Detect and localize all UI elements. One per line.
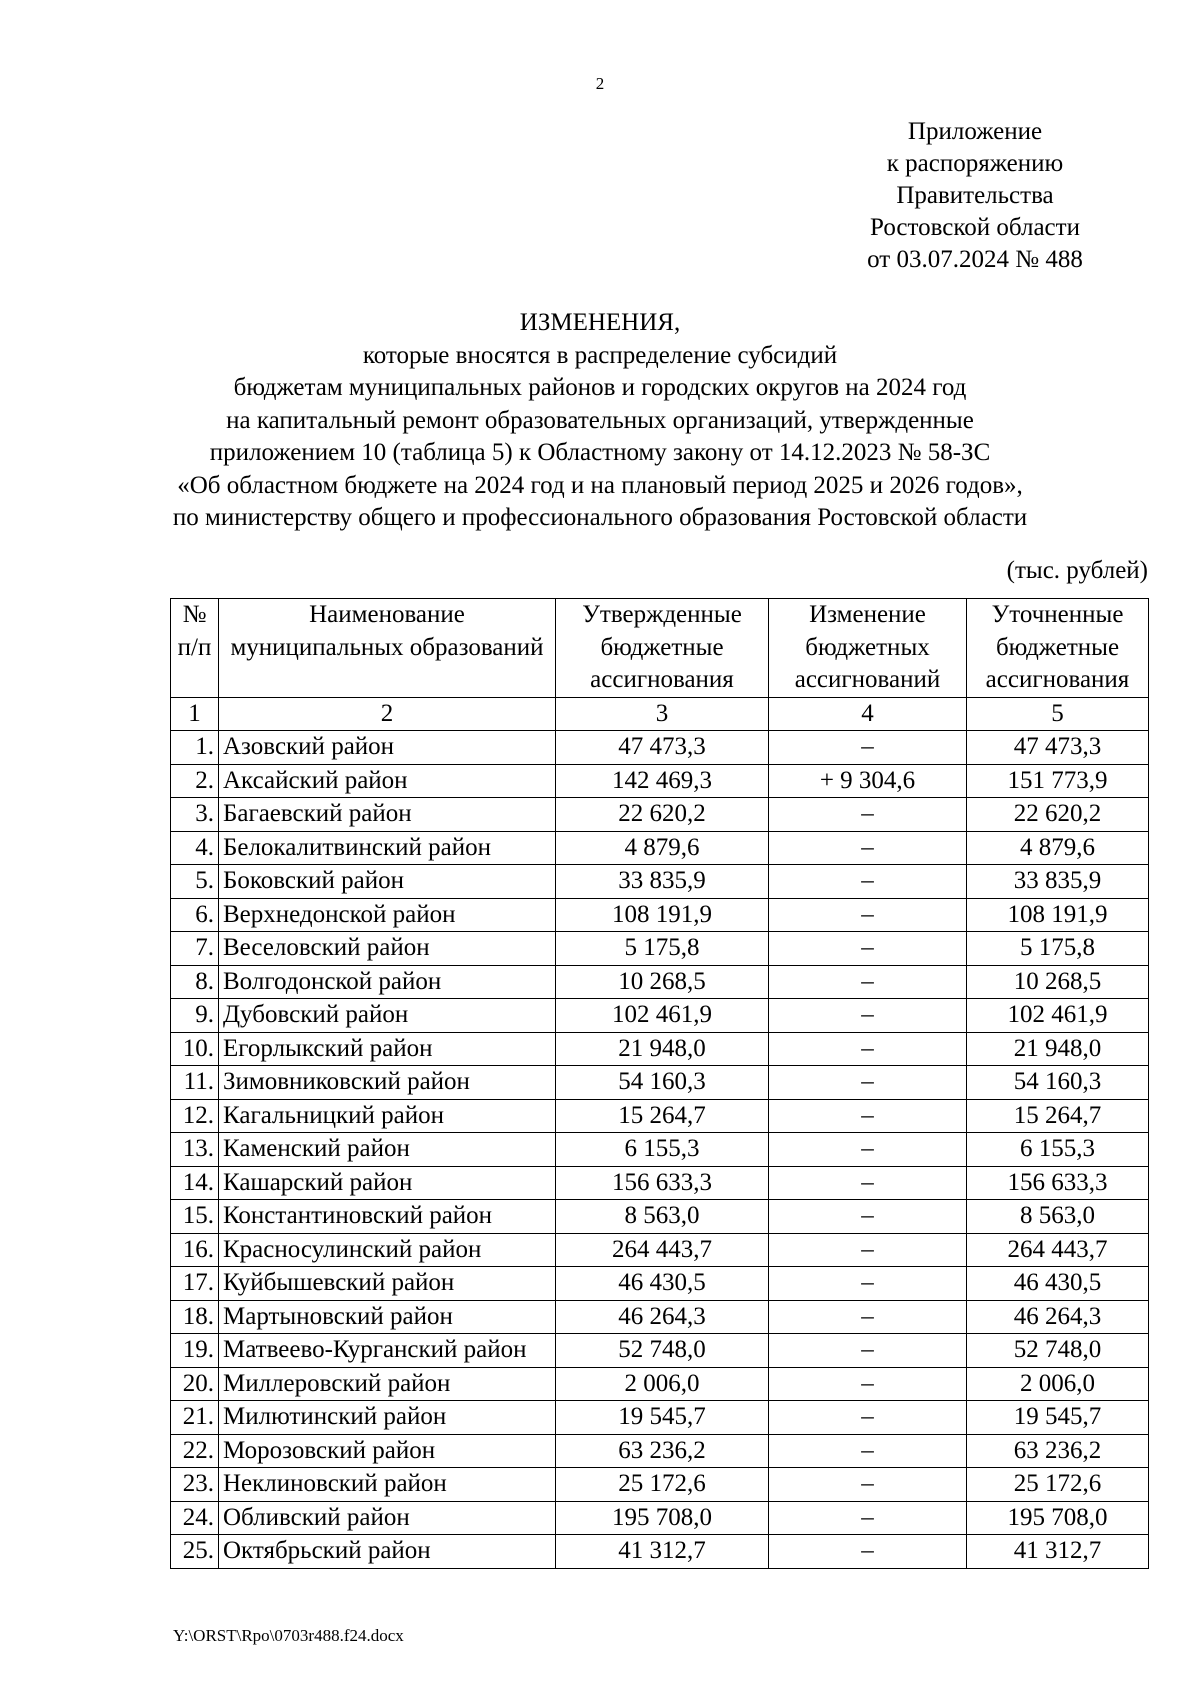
district-name: Обливский район <box>219 1501 556 1535</box>
row-number: 14. <box>171 1166 219 1200</box>
change-value: + 9 304,6 <box>769 764 967 798</box>
change-value: – <box>769 1468 967 1502</box>
district-name: Багаевский район <box>219 798 556 832</box>
district-name: Егорлыкский район <box>219 1032 556 1066</box>
row-number: 4. <box>171 831 219 865</box>
row-number: 11. <box>171 1066 219 1100</box>
approved-value: 19 545,7 <box>556 1401 769 1435</box>
district-name: Неклиновский район <box>219 1468 556 1502</box>
refined-value: 47 473,3 <box>967 731 1149 765</box>
change-value: – <box>769 1133 967 1167</box>
row-number: 8. <box>171 965 219 999</box>
change-value: – <box>769 1334 967 1368</box>
table-row <box>171 1434 1149 1468</box>
district-name: Куйбышевский район <box>219 1267 556 1301</box>
row-number: 5. <box>171 865 219 899</box>
title-line: «Об областном бюджете на 2024 год и на плановый период 2025 и 2026 годов», <box>177 471 1023 499</box>
title-line: которые вносятся в распределение субсидий <box>362 341 838 369</box>
row-number: 1. <box>171 731 219 765</box>
change-value: – <box>769 731 967 765</box>
change-value: – <box>769 898 967 932</box>
district-name: Красносулинский район <box>219 1233 556 1267</box>
title-line: приложением 10 (таблица 5) к Областному закону от 14.12.2023 № 58-ЗС <box>209 439 991 466</box>
title-line: по министерству общего и профессионального образования Ростовской области <box>172 504 1028 531</box>
approved-value: 33 835,9 <box>556 865 769 899</box>
refined-value: 46 430,5 <box>967 1267 1149 1301</box>
table-row <box>171 1300 1149 1334</box>
change-value: – <box>769 865 967 899</box>
district-name: Октябрьский район <box>219 1535 556 1569</box>
page-number: 2 <box>595 74 605 93</box>
table-row <box>171 1066 1149 1100</box>
title-line: на капитальный ремонт образовательных организаций, утвержденные <box>226 406 974 434</box>
change-value: – <box>769 798 967 832</box>
refined-value: 21 948,0 <box>967 1032 1149 1066</box>
approved-value: 5 175,8 <box>556 932 769 966</box>
row-number: 21. <box>171 1401 219 1435</box>
table-row <box>171 1367 1149 1401</box>
approved-value: 52 748,0 <box>556 1334 769 1368</box>
table-row <box>171 1501 1149 1535</box>
refined-value: 63 236,2 <box>967 1434 1149 1468</box>
district-name: Волгодонской район <box>219 965 556 999</box>
approved-value: 46 430,5 <box>556 1267 769 1301</box>
approved-value: 63 236,2 <box>556 1434 769 1468</box>
district-name: Мартыновский район <box>219 1300 556 1334</box>
table-row <box>171 965 1149 999</box>
approved-value: 41 312,7 <box>556 1535 769 1569</box>
table-row <box>171 1401 1149 1435</box>
refined-value: 22 620,2 <box>967 798 1149 832</box>
change-value: – <box>769 831 967 865</box>
appendix-line: Ростовской области <box>870 214 1080 241</box>
column-number: 5 <box>967 697 1149 731</box>
row-number: 17. <box>171 1267 219 1301</box>
appendix-line: Приложение <box>907 118 1043 145</box>
approved-value: 102 461,9 <box>556 999 769 1033</box>
approved-value: 47 473,3 <box>556 731 769 765</box>
refined-value: 46 264,3 <box>967 1300 1149 1334</box>
row-number: 20. <box>171 1367 219 1401</box>
refined-value: 25 172,6 <box>967 1468 1149 1502</box>
change-value: – <box>769 1066 967 1100</box>
approved-value: 2 006,0 <box>556 1367 769 1401</box>
district-name: Кашарский район <box>219 1166 556 1200</box>
row-number: 6. <box>171 898 219 932</box>
subsidies-table <box>170 598 1149 1569</box>
district-name: Зимовниковский район <box>219 1066 556 1100</box>
table-header-row <box>171 599 1149 698</box>
header-change: Изменение бюджетных ассигнований <box>769 599 967 698</box>
table-row <box>171 999 1149 1033</box>
district-name: Каменский район <box>219 1133 556 1167</box>
change-value: – <box>769 965 967 999</box>
table-row <box>171 898 1149 932</box>
change-value: – <box>769 1032 967 1066</box>
change-value: – <box>769 1099 967 1133</box>
table-row <box>171 1334 1149 1368</box>
row-number: 19. <box>171 1334 219 1368</box>
table-row <box>171 764 1149 798</box>
refined-value: 264 443,7 <box>967 1233 1149 1267</box>
approved-value: 46 264,3 <box>556 1300 769 1334</box>
change-value: – <box>769 1401 967 1435</box>
table-row <box>171 1032 1149 1066</box>
approved-value: 25 172,6 <box>556 1468 769 1502</box>
table-row <box>171 798 1149 832</box>
row-number: 2. <box>171 764 219 798</box>
appendix-line: к распоряжению <box>886 150 1064 177</box>
appendix-date-number: от 03.07.2024 № 488 <box>867 246 1083 273</box>
header-number: № п/п <box>171 599 219 698</box>
table-row <box>171 1535 1149 1569</box>
district-name: Азовский район <box>219 731 556 765</box>
table-row <box>171 1166 1149 1200</box>
approved-value: 142 469,3 <box>556 764 769 798</box>
row-number: 25. <box>171 1535 219 1569</box>
units-label: (тыс. рублей) <box>1006 557 1148 584</box>
change-value: – <box>769 1501 967 1535</box>
row-number: 15. <box>171 1200 219 1234</box>
district-name: Миллеровский район <box>219 1367 556 1401</box>
table-body <box>171 697 1149 1568</box>
approved-value: 54 160,3 <box>556 1066 769 1100</box>
column-number: 2 <box>219 697 556 731</box>
column-numbers-row <box>171 697 1149 731</box>
change-value: – <box>769 1200 967 1234</box>
refined-value: 156 633,3 <box>967 1166 1149 1200</box>
approved-value: 8 563,0 <box>556 1200 769 1234</box>
table-row <box>171 1468 1149 1502</box>
change-value: – <box>769 1434 967 1468</box>
district-name: Веселовский район <box>219 932 556 966</box>
refined-value: 4 879,6 <box>967 831 1149 865</box>
refined-value: 10 268,5 <box>967 965 1149 999</box>
district-name: Боковский район <box>219 865 556 899</box>
footer-file-path: Y:\ORST\Rpo\0703r488.f24.docx <box>173 1626 404 1645</box>
row-number: 12. <box>171 1099 219 1133</box>
change-value: – <box>769 1233 967 1267</box>
title-line: бюджетам муниципальных районов и городских округов на 2024 год <box>233 374 967 401</box>
row-number: 18. <box>171 1300 219 1334</box>
row-number: 3. <box>171 798 219 832</box>
approved-value: 4 879,6 <box>556 831 769 865</box>
refined-value: 2 006,0 <box>967 1367 1149 1401</box>
refined-value: 19 545,7 <box>967 1401 1149 1435</box>
document-title <box>150 307 1050 535</box>
district-name: Матвеево-Курганский район <box>219 1334 556 1368</box>
approved-value: 15 264,7 <box>556 1099 769 1133</box>
change-value: – <box>769 1166 967 1200</box>
refined-value: 108 191,9 <box>967 898 1149 932</box>
column-number: 3 <box>556 697 769 731</box>
table-row <box>171 1099 1149 1133</box>
row-number: 24. <box>171 1501 219 1535</box>
refined-value: 151 773,9 <box>967 764 1149 798</box>
refined-value: 52 748,0 <box>967 1334 1149 1368</box>
district-name: Кагальницкий район <box>219 1099 556 1133</box>
district-name: Верхнедонской район <box>219 898 556 932</box>
appendix-block <box>840 116 1110 276</box>
approved-value: 6 155,3 <box>556 1133 769 1167</box>
table-row <box>171 1200 1149 1234</box>
change-value: – <box>769 1535 967 1569</box>
table-row <box>171 932 1149 966</box>
row-number: 16. <box>171 1233 219 1267</box>
change-value: – <box>769 1367 967 1401</box>
refined-value: 5 175,8 <box>967 932 1149 966</box>
approved-value: 108 191,9 <box>556 898 769 932</box>
district-name: Милютинский район <box>219 1401 556 1435</box>
row-number: 13. <box>171 1133 219 1167</box>
table-row <box>171 1133 1149 1167</box>
table-row <box>171 731 1149 765</box>
district-name: Белокалитвинский район <box>219 831 556 865</box>
row-number: 10. <box>171 1032 219 1066</box>
header-refined: Уточненные бюджетные ассигнования <box>967 599 1149 698</box>
change-value: – <box>769 1267 967 1301</box>
change-value: – <box>769 999 967 1033</box>
table-row <box>171 1233 1149 1267</box>
table-row <box>171 865 1149 899</box>
approved-value: 21 948,0 <box>556 1032 769 1066</box>
column-number: 1 <box>171 697 219 731</box>
approved-value: 195 708,0 <box>556 1501 769 1535</box>
row-number: 9. <box>171 999 219 1033</box>
refined-value: 6 155,3 <box>967 1133 1149 1167</box>
appendix-line: Правительства <box>896 182 1054 209</box>
refined-value: 33 835,9 <box>967 865 1149 899</box>
change-value: – <box>769 1300 967 1334</box>
approved-value: 10 268,5 <box>556 965 769 999</box>
approved-value: 156 633,3 <box>556 1166 769 1200</box>
approved-value: 22 620,2 <box>556 798 769 832</box>
refined-value: 195 708,0 <box>967 1501 1149 1535</box>
row-number: 22. <box>171 1434 219 1468</box>
column-number: 4 <box>769 697 967 731</box>
table-row <box>171 1267 1149 1301</box>
district-name: Морозовский район <box>219 1434 556 1468</box>
title-heading: ИЗМЕНЕНИЯ, <box>519 309 681 336</box>
header-approved: Утвержденные бюджетные ассигнования <box>556 599 769 698</box>
row-number: 7. <box>171 932 219 966</box>
refined-value: 54 160,3 <box>967 1066 1149 1100</box>
change-value: – <box>769 932 967 966</box>
district-name: Константиновский район <box>219 1200 556 1234</box>
header-name: Наименование муниципальных образований <box>219 599 556 698</box>
refined-value: 102 461,9 <box>967 999 1149 1033</box>
refined-value: 8 563,0 <box>967 1200 1149 1234</box>
refined-value: 41 312,7 <box>967 1535 1149 1569</box>
refined-value: 15 264,7 <box>967 1099 1149 1133</box>
row-number: 23. <box>171 1468 219 1502</box>
district-name: Дубовский район <box>219 999 556 1033</box>
approved-value: 264 443,7 <box>556 1233 769 1267</box>
district-name: Аксайский район <box>219 764 556 798</box>
table-row <box>171 831 1149 865</box>
